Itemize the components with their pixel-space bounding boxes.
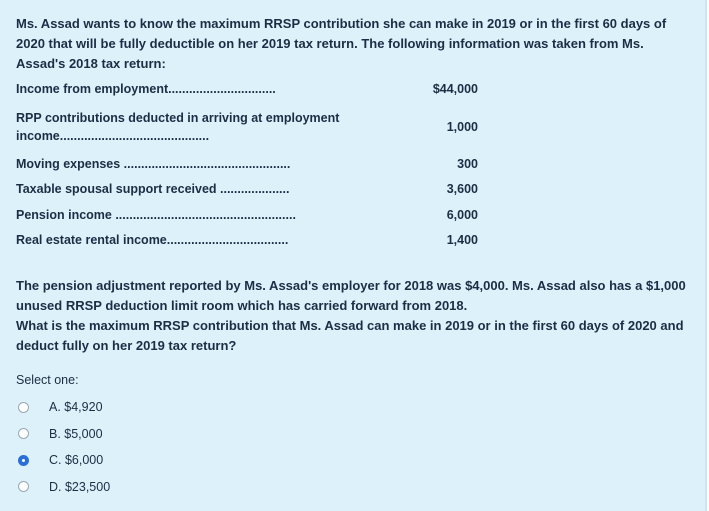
row-value: 1,000 [446, 120, 478, 134]
tax-info-row [16, 104, 486, 150]
row-value: 1,400 [446, 233, 478, 247]
question-intro: Ms. Assad wants to know the maximum RRSP contribution she can make in 2019 or in the first 60 days of 2020 that will be fully deductible on her 2019 tax return. The following information was taken from Ms. Assad's 2018 tax return: [16, 16, 667, 71]
answer-option-c[interactable] [18, 447, 110, 474]
answer-option-d[interactable] [18, 474, 110, 501]
row-label: RPP contributions deducted in arriving at employment income........................................... [16, 111, 340, 143]
radio-button[interactable] [18, 481, 29, 492]
row-label: Pension income .................................................... [16, 208, 296, 222]
answer-option-a[interactable] [18, 394, 110, 421]
row-label: Taxable spousal support received .................... [16, 182, 290, 196]
question-text [16, 276, 696, 356]
radio-button-selected[interactable] [18, 455, 29, 466]
option-label[interactable]: D. $23,500 [49, 479, 111, 494]
tax-info-row [16, 78, 486, 100]
question-paragraph-2: What is the maximum RRSP contribution that Ms. Assad can make in 2019 or in the first 60 days of 2020 and deduct fully on her 2019 tax return? [16, 318, 684, 353]
row-value: 3,600 [446, 182, 478, 196]
row-label: Moving expenses ................................................ [16, 157, 291, 171]
option-label[interactable]: C. $6,000 [49, 453, 104, 468]
row-value: $44,000 [432, 82, 478, 96]
select-one-prompt: Select one: [16, 373, 79, 387]
option-label[interactable]: A. $4,920 [49, 400, 103, 415]
question-paragraph-1: The pension adjustment reported by Ms. Assad's employer for 2018 was $4,000. Ms. Assad also has a $1,000 unused RRSP deduction limit room which has carried forward from 2018. [16, 278, 686, 313]
row-value: 6,000 [446, 208, 478, 222]
radio-button[interactable] [18, 402, 29, 413]
answer-options [18, 394, 110, 500]
tax-info-row [16, 176, 486, 202]
answer-option-b[interactable] [18, 421, 110, 448]
row-label: Income from employment............................... [16, 82, 276, 96]
tax-info-row [16, 152, 486, 176]
row-label: Real estate rental income................................... [16, 233, 289, 247]
tax-info-row [16, 228, 486, 252]
tax-info-table [16, 78, 486, 252]
radio-button[interactable] [18, 428, 29, 439]
tax-info-row [16, 202, 486, 228]
row-value: 300 [457, 157, 478, 171]
option-label[interactable]: B. $5,000 [49, 426, 103, 441]
